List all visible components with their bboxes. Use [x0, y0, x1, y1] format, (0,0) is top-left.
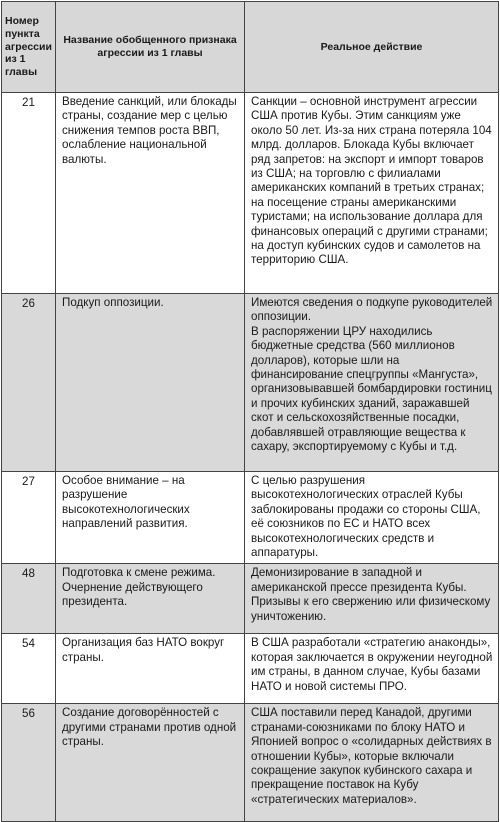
- row-action: [245, 294, 499, 472]
- action-paragraph: Имеются сведения о подкупе руководителей оппозиции.: [251, 296, 493, 324]
- row-action: [245, 472, 499, 564]
- row-number: 27: [2, 472, 56, 564]
- row-name: Подкуп оппозиции.: [56, 294, 245, 472]
- action-paragraph: Демонизирование в западной и американской прессе президента Кубы. Призывы к его свержению или физическому уничтожению.: [251, 566, 491, 623]
- row-number: 56: [2, 704, 56, 822]
- row-action: [245, 93, 499, 294]
- table-row: [2, 634, 499, 704]
- action-paragraph: С целью разрушения высокотехнологических отраслей Кубы заблокированы продажи со стороны США, её союзников по ЕС и НАТО всех высокотехнологических средств и аппаратуры.: [251, 474, 481, 560]
- table-row: [2, 93, 499, 294]
- row-number: 26: [2, 294, 56, 472]
- action-paragraph: США поставили перед Канадой, другими странами-союзниками по блоку НАТО и Японией вопрос о «солидарных действиях в отношении Кубы», которые включали сокращение закупок кубинского сахара и прекращение поставок на Кубу «стратегических материалов».: [251, 706, 492, 806]
- table-row: [2, 704, 499, 822]
- header-number: Номер пункта агрессии из 1 главы: [2, 2, 56, 93]
- table-row: [2, 564, 499, 634]
- row-name: Введение санкций, или блокады страны, создание мер с целью снижения темпов роста ВВП, ослабление национальной валюты.: [56, 93, 245, 294]
- row-name: Особое внимание – на разрушение высокотехнологических направлений развития.: [56, 472, 245, 564]
- table-row: [2, 294, 499, 472]
- action-paragraph: Санкции – основной инструмент агрессии США против Кубы. Этим санкциям уже около 50 лет. Из-за них страна потеряла 104 млрд. долларов. Блокада Кубы включает ряд запретов: на экспорт и импорт товаров из США; на торговлю с филиалами американских компаний в третьих странах; на посещение страны американскими туристами; на использование доллара для финансовых операций с другими странами; на доступ кубинских судов и самолетов на территорию США.: [251, 95, 492, 267]
- row-name: Подготовка к смене режима. Очернение действующего президента.: [56, 564, 245, 634]
- action-paragraph: В распоряжении ЦРУ находились бюджетные средства (560 миллионов долларов), которые шли на финансирование спецгруппы «Мангуста», организовывавшей бомбардировки гостиниц и прочих кубинских зданий, заражавшей скот и сельскохозяйственные посадки, добавлявшей отравляющие вещества к сахару, экспортируемому с Кубы и т.д.: [251, 324, 492, 454]
- header-action: Реальное действие: [245, 2, 499, 93]
- row-number: 21: [2, 93, 56, 294]
- row-action: [245, 634, 499, 704]
- action-paragraph: В США разработали «стратегию анаконды», которая заключается в окружении неугодной им страны, в данном случае, Кубы базами НАТО и новой системы ПРО.: [251, 636, 493, 693]
- row-action: [245, 564, 499, 634]
- row-action: [245, 704, 499, 822]
- aggression-table: [1, 1, 499, 822]
- row-name: Организация баз НАТО вокруг страны.: [56, 634, 245, 704]
- header-name: Название обобщенного признака агрессии из 1 главы: [56, 2, 245, 93]
- row-number: 48: [2, 564, 56, 634]
- row-name: Создание договорённостей с другими странами против одной страны.: [56, 704, 245, 822]
- table-header-row: [2, 2, 499, 93]
- row-number: 54: [2, 634, 56, 704]
- table-row: [2, 472, 499, 564]
